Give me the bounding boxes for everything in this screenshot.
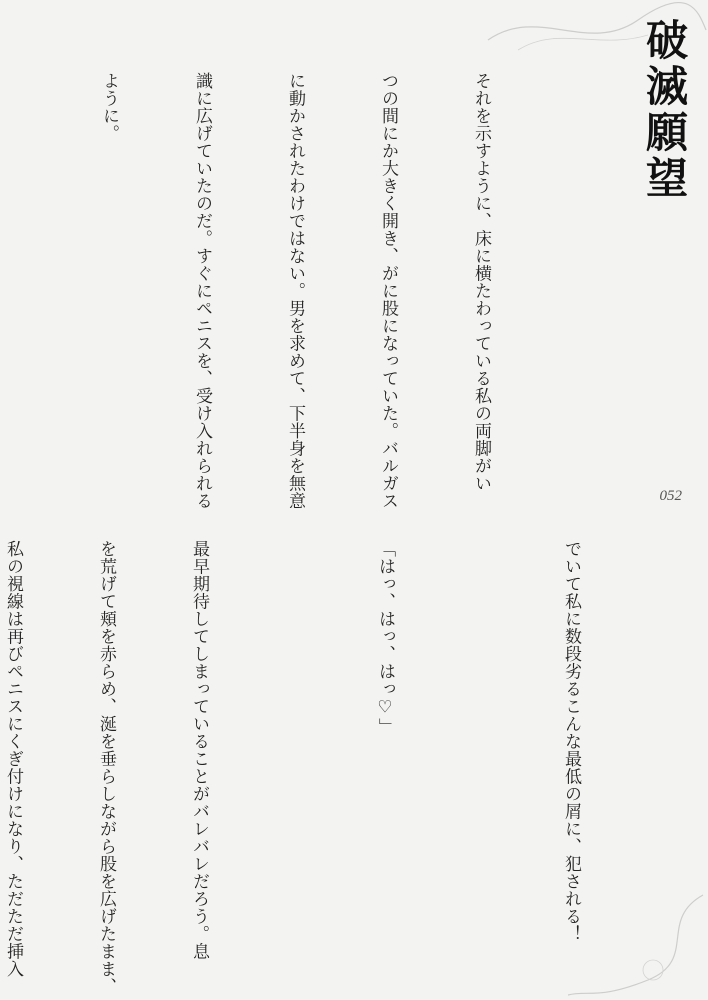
- text-column: [276, 540, 307, 960]
- text-column: でいて私に数段劣るこんな最低の屑に、犯される！: [561, 540, 581, 943]
- text-column: ように。: [99, 72, 119, 142]
- text-column: つの間にか大きく開き、がに股になっていた。バルガス: [378, 72, 398, 510]
- flourish-ornament-bottom: [558, 890, 708, 1000]
- text-column: に動かされたわけではない。男を求めて、下半身を無意: [285, 72, 305, 510]
- text-block-upper: [78, 72, 558, 512]
- text-column: [0, 72, 31, 512]
- text-column: を荒げて頬を赤らめ、涎を垂らしながら股を広げたまま、: [96, 540, 116, 995]
- text-column: それを示すように、床に横たわっている私の両脚がい: [471, 72, 491, 492]
- text-column: 識に広げていたのだ。すぐにペニスを、受け入れられる: [192, 72, 212, 510]
- text-column: 「はっ、はっ、はっ♡」: [375, 540, 395, 736]
- text-column: [462, 540, 493, 960]
- text-column: 最早期待してしまっていることがバレバレだろう。息: [189, 540, 209, 960]
- page-title: 破滅願望: [640, 18, 689, 202]
- text-column: 私の視線は再びペニスにくぎ付けになり、ただただ挿入: [3, 540, 23, 978]
- page-number: 052: [659, 488, 682, 504]
